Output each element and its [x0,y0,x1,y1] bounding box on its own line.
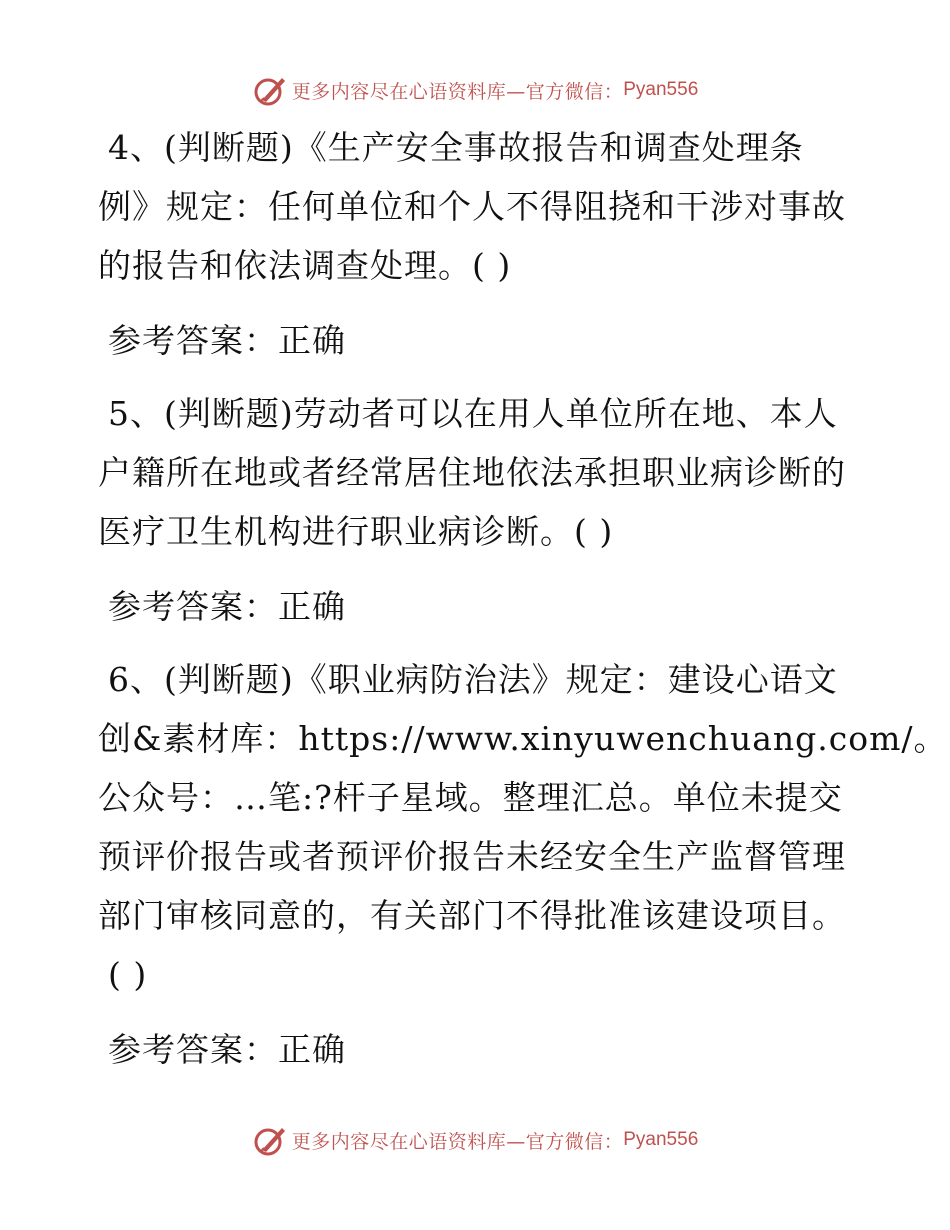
banner-wechat-id: Pyan556 [623,79,699,100]
question-line: 的报告和依法调查处理。( ) [98,246,512,285]
question-line: 预评价报告或者预评价报告未经安全生产监督管理 [98,837,846,876]
question-line: 户籍所在地或者经常居住地依法承担职业病诊断的 [98,453,846,492]
banner-text: 更多内容尽在心语资料库—官方微信： [291,80,624,103]
document-body [98,118,948,1079]
question-line: 部门审核同意的，有关部门不得批准该建设项目。 [98,896,846,935]
banner-text: 更多内容尽在心语资料库—官方微信： [291,1130,624,1153]
question-4 [98,118,858,295]
feather-pen-icon [252,72,288,108]
question-line: 例》规定：任何单位和个人不得阻挠和干涉对事故 [98,187,846,226]
question-line: 5、(判断题)劳动者可以在用人单位所在地、本人 [108,394,838,433]
question-5 [98,384,858,561]
question-line: 6、(判断题)《职业病防治法》规定：建设心语文 [108,660,838,699]
question-line: 4、(判断题)《生产安全事故报告和调查处理条 [108,128,804,167]
question-line: 创&素材库：https://www.xinyuwenchuang.com/。 [98,719,948,758]
banner-wechat-id: Pyan556 [623,1129,699,1150]
answer-5: 参考答案：正确 [108,587,346,626]
question-line: ( ) [108,955,148,994]
answer-6: 参考答案：正确 [108,1030,346,1069]
question-line: 公众号：…笔:?杆子星域。整理汇总。单位未提交 [98,778,843,817]
header-banner [0,70,950,110]
question-6 [98,650,948,1004]
footer-banner [0,1120,950,1160]
answer-4: 参考答案：正确 [108,321,346,360]
feather-pen-icon [252,1122,288,1158]
question-line: 医疗卫生机构进行职业病诊断。( ) [98,512,614,551]
